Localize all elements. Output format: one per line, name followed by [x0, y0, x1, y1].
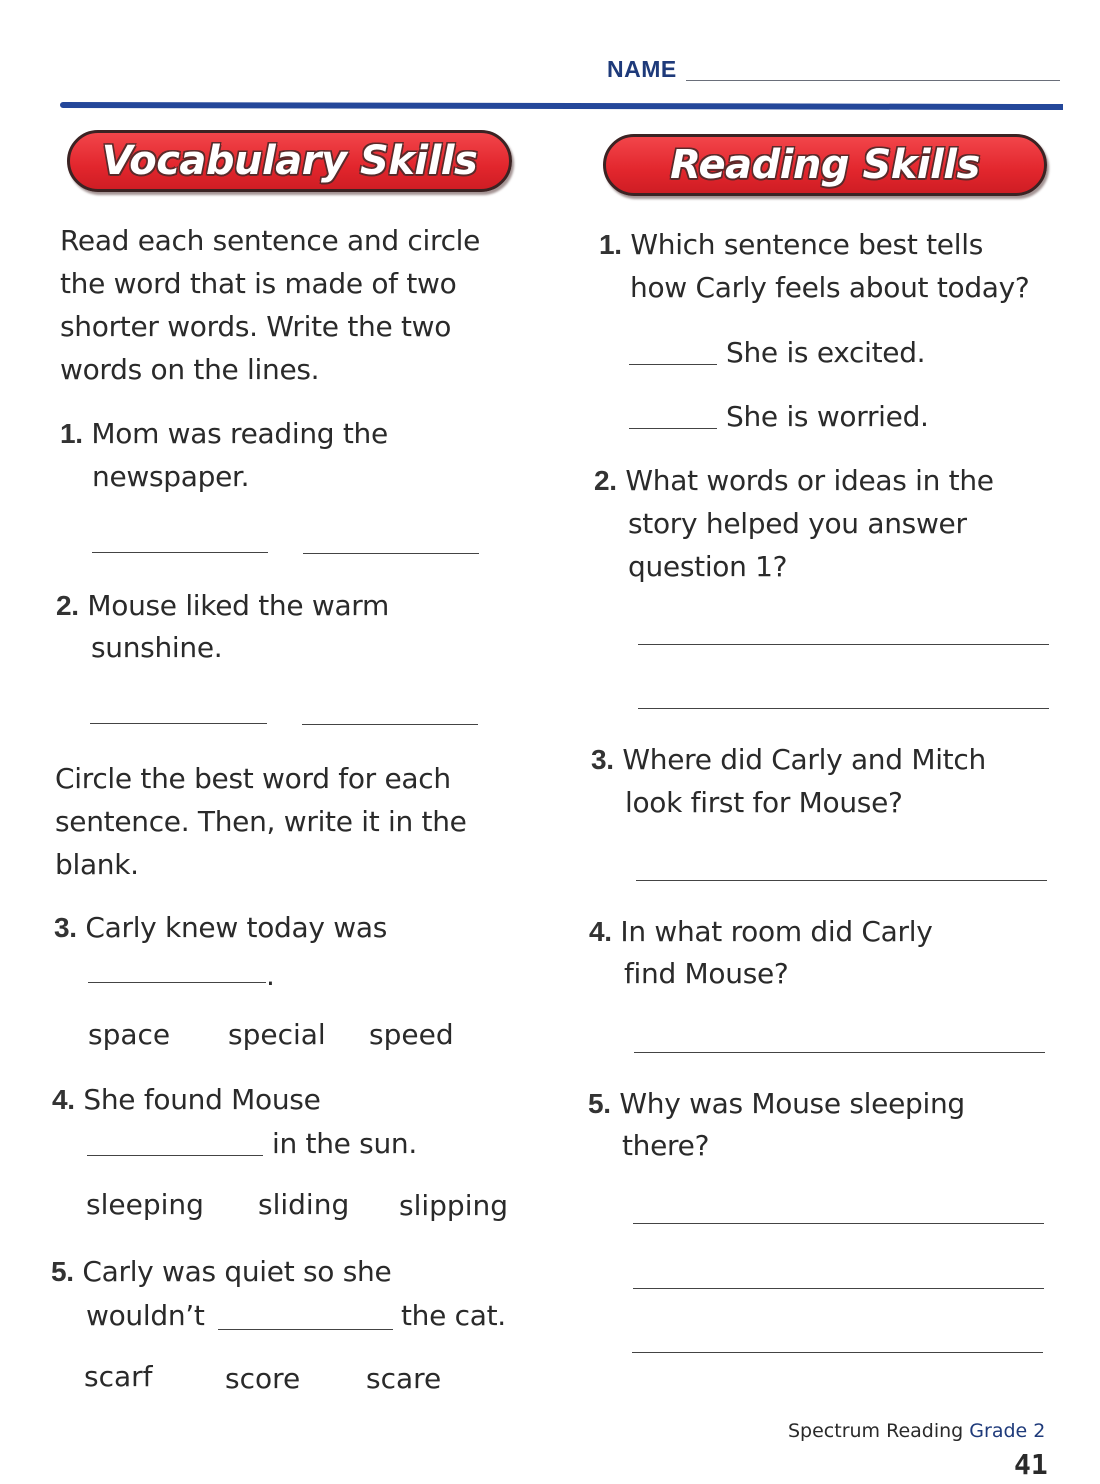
reading-question-3-line2: look first for Mouse? — [625, 786, 903, 819]
reading-skills-title: Reading Skills — [670, 142, 980, 188]
reading-question-2-line3: question 1? — [628, 550, 788, 583]
answer-line-q5b[interactable] — [633, 1288, 1044, 1289]
choice-space[interactable]: space — [88, 1018, 171, 1051]
question-number: 4. — [589, 916, 612, 947]
answer-line-q2b[interactable] — [638, 708, 1049, 709]
blank-line-4[interactable] — [87, 1155, 263, 1156]
question-text: Which sentence best tells — [630, 228, 983, 261]
reading-question-1 — [599, 223, 983, 266]
option-line-excited[interactable] — [629, 364, 717, 365]
instruction-line: Read each sentence and circle — [60, 224, 481, 257]
choice-scare[interactable]: scare — [366, 1362, 442, 1395]
reading-question-3 — [591, 738, 986, 781]
item-4-after-blank: in the sun. — [272, 1127, 417, 1160]
question-text: Why was Mouse sleeping — [619, 1087, 965, 1120]
vocab-item-3 — [54, 906, 387, 949]
page-number: 41 — [1014, 1448, 1048, 1481]
answer-line-q3[interactable] — [636, 880, 1047, 881]
vocab-instructions-1 — [60, 219, 480, 391]
vocabulary-skills-title: Vocabulary Skills — [101, 138, 478, 184]
option-worried: She is worried. — [726, 400, 929, 433]
item-3-period: . — [266, 959, 275, 992]
vocabulary-skills-banner — [67, 130, 512, 192]
answer-line-1a[interactable] — [92, 552, 268, 553]
question-text: What words or ideas in the — [625, 464, 994, 497]
vocab-item-2-line2: sunshine. — [91, 631, 223, 664]
choice-score[interactable]: score — [225, 1362, 301, 1395]
reading-skills-banner — [603, 134, 1047, 196]
instruction-line: the word that is made of two — [60, 267, 457, 300]
name-label: NAME — [607, 56, 677, 82]
instruction-line: words on the lines. — [60, 353, 320, 386]
choice-scarf[interactable]: scarf — [84, 1360, 153, 1393]
item-5-after-blank: the cat. — [401, 1299, 506, 1332]
book-title: Spectrum Reading — [788, 1420, 964, 1442]
instruction-line: sentence. Then, write it in the — [55, 805, 467, 838]
reading-question-5-line2: there? — [622, 1129, 710, 1162]
question-number: 2. — [594, 465, 617, 496]
answer-line-q2a[interactable] — [638, 644, 1049, 645]
item-5-before-blank: wouldn’t — [86, 1299, 205, 1332]
option-line-worried[interactable] — [629, 428, 717, 429]
choice-special[interactable]: special — [228, 1018, 326, 1051]
choice-speed[interactable]: speed — [369, 1018, 454, 1051]
reading-question-4-line2: find Mouse? — [624, 957, 789, 990]
item-text: Mom was reading the — [91, 417, 388, 450]
vocab-item-1-line2: newspaper. — [92, 460, 250, 493]
answer-line-2a[interactable] — [90, 723, 267, 724]
choice-sleeping[interactable]: sleeping — [86, 1188, 204, 1221]
reading-question-5 — [588, 1082, 965, 1125]
item-number: 5. — [51, 1256, 74, 1287]
answer-line-2b[interactable] — [302, 724, 478, 725]
reading-question-1-line2: how Carly feels about today? — [630, 271, 1030, 304]
footer-book-title — [788, 1420, 1045, 1442]
name-input-line[interactable] — [686, 80, 1060, 81]
item-number: 1. — [60, 418, 83, 449]
option-excited: She is excited. — [726, 336, 926, 369]
header-divider-bar — [60, 102, 1063, 110]
reading-question-2 — [594, 459, 994, 502]
item-text: Carly knew today was — [85, 911, 387, 944]
item-text: Mouse liked the warm — [87, 589, 390, 622]
question-number: 1. — [599, 229, 622, 260]
question-text: Where did Carly and Mitch — [622, 743, 986, 776]
reading-question-2-line2: story helped you answer — [628, 507, 967, 540]
question-text: In what room did Carly — [620, 915, 933, 948]
instruction-line: shorter words. Write the two — [60, 310, 452, 343]
item-number: 3. — [54, 912, 77, 943]
instruction-line: blank. — [55, 848, 139, 881]
choice-slipping[interactable]: slipping — [399, 1189, 508, 1222]
vocab-item-4 — [52, 1078, 321, 1121]
question-number: 3. — [591, 744, 614, 775]
blank-line-3[interactable] — [88, 982, 266, 983]
item-number: 2. — [56, 590, 79, 621]
blank-line-5[interactable] — [218, 1329, 393, 1330]
vocab-item-5 — [51, 1250, 391, 1293]
question-number: 5. — [588, 1088, 611, 1119]
instruction-line: Circle the best word for each — [55, 762, 451, 795]
answer-line-1b[interactable] — [303, 553, 479, 554]
choice-sliding[interactable]: sliding — [258, 1188, 350, 1221]
answer-line-q5c[interactable] — [632, 1352, 1043, 1353]
grade-label: Grade 2 — [969, 1420, 1046, 1442]
item-text: Carly was quiet so she — [82, 1255, 392, 1288]
answer-line-q5a[interactable] — [633, 1223, 1044, 1224]
reading-question-4 — [589, 910, 933, 953]
item-number: 4. — [52, 1084, 75, 1115]
vocab-item-2 — [56, 584, 389, 627]
vocab-instructions-2 — [55, 757, 467, 886]
answer-line-q4[interactable] — [634, 1052, 1045, 1053]
vocab-item-1 — [60, 412, 388, 455]
item-text: She found Mouse — [83, 1083, 321, 1116]
